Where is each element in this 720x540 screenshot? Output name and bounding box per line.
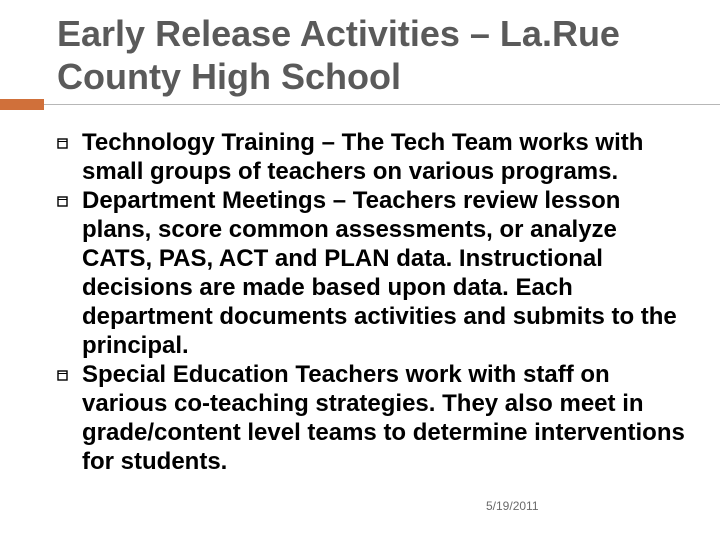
bullet-text: Department Meetings – Teachers review lesson plans, score common assessments, or analyze CATS, PAS, ACT and PLAN data. Instructional decisions are made based upon data. Each department documents activities and submits to the principal. (82, 187, 677, 359)
footer-date: 5/19/2011 (486, 499, 539, 513)
title-accent-bar (0, 99, 44, 110)
bullet-item (0, 360, 692, 476)
bullet-text: Technology Training – The Tech Team works with small groups of teachers on various programs. (82, 129, 644, 185)
hollow-square-icon (57, 370, 68, 381)
bullet-item (0, 128, 692, 186)
bullet-list (0, 128, 692, 476)
slide-title: Early Release Activities – La.Rue County High School (57, 13, 620, 97)
hollow-square-icon (57, 138, 68, 149)
hollow-square-icon (57, 196, 68, 207)
bullet-item (0, 186, 692, 360)
bullet-text: Special Education Teachers work with staff on various co-teaching strategies. They also meet in grade/content level teams to determine interventions for students. (82, 361, 685, 475)
title-divider (44, 104, 720, 105)
